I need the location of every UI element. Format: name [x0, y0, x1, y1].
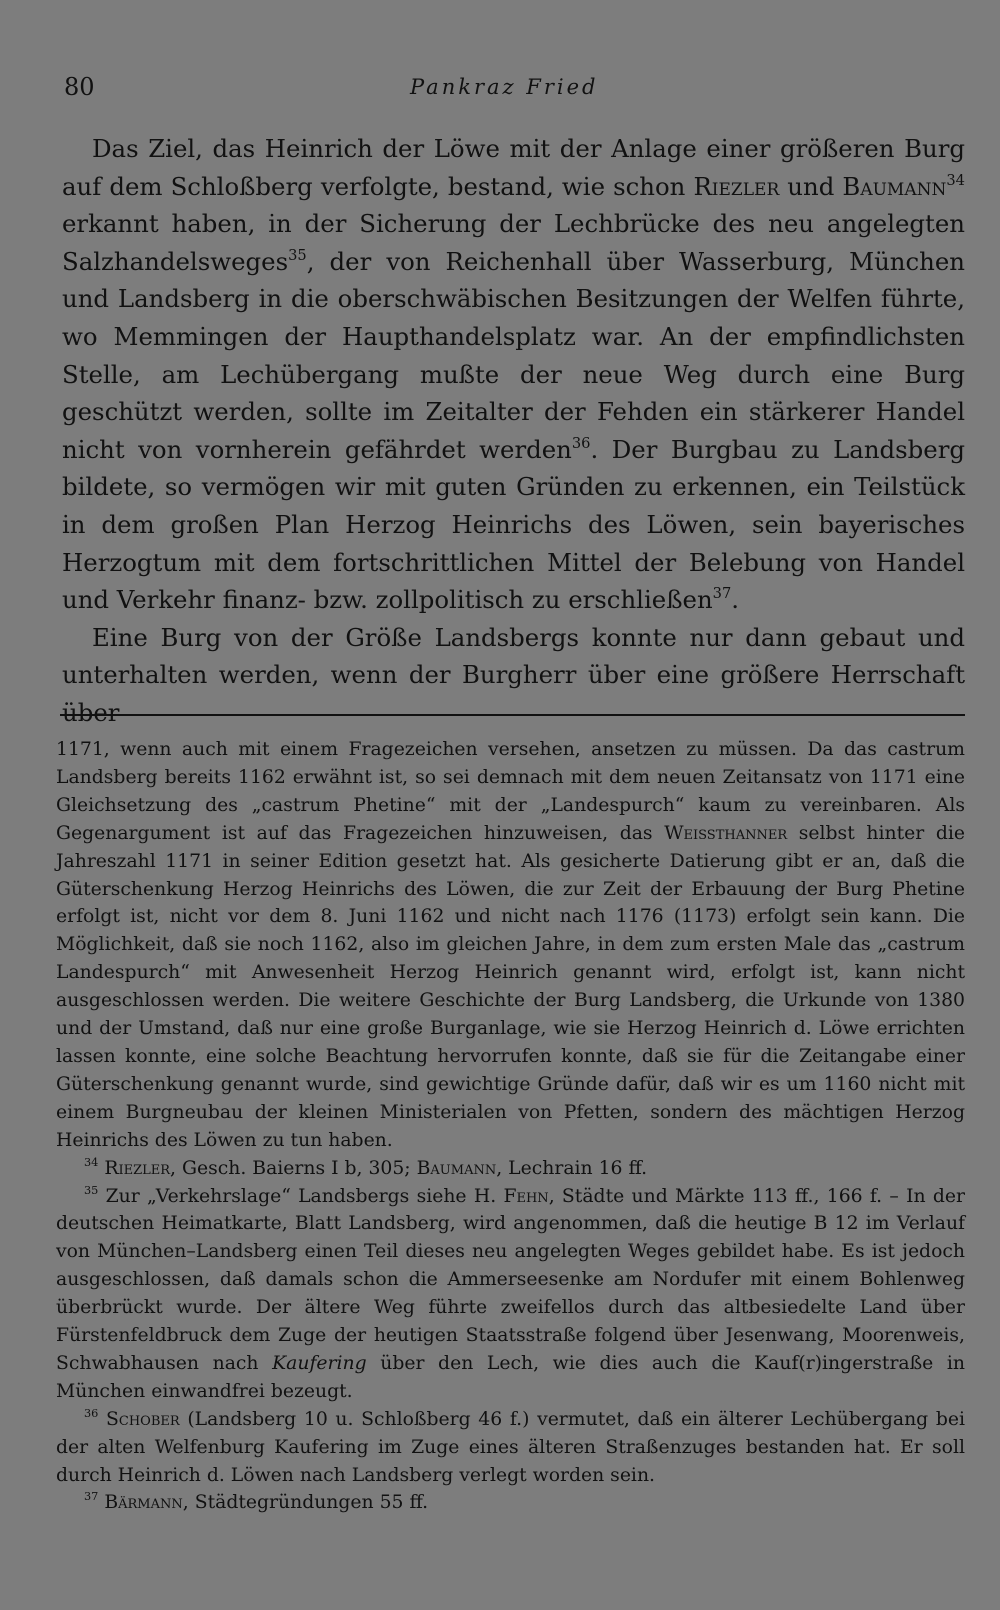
footnote-number: 37 — [84, 1490, 99, 1504]
text: selbst hinter die Jahreszahl 1171 in seiner Edition gesetzt hat. Als gesicherte Datierung gibt er an, daß die Güterschenkung Herzog Heinrichs des Löwen, die zur Zeit der Erbauung der Burg Phetine erfolgt ist, nicht vor dem 8. Juni 1162 und nicht nach 1176 (1173) erfolgt sein kann. Die Möglichkeit, daß sie noch 1162, also im gleichen Jahre, in dem zum ersten Male das „castrum Landespurch“ mit Anwesenheit Herzog Heinrich genannt wird, erfolgt ist, kann nicht ausgeschlossen werden. Die weitere Geschichte der Burg Landsberg, die Urkunde von 1380 und der Umstand, daß nur eine große Burganlage, wie sie Herzog Heinrich d. Löwe errichten lassen konnte, eine solche Beachtung hervorrufen konnte, daß sie für die Zeitangabe einer Güterschenkung genannt wurde, sind gewichtige Gründe dafür, daß wir es um 1160 nicht mit einem Burgneubau der kleinen Ministerialen von Pfetten, sondern des mächtigen Herzog Heinrichs des Löwen zu tun haben. — [56, 822, 965, 1151]
author-name: Weissthanner — [664, 822, 788, 844]
footnote-number: 36 — [84, 1406, 99, 1420]
paragraph-1 — [62, 130, 965, 619]
footnote-ref-34: 34 — [946, 171, 965, 189]
text: . — [731, 585, 740, 615]
footnote-ref-37: 37 — [712, 584, 732, 602]
author-name: Riezler — [693, 171, 780, 201]
text: über den Lech, wie dies auch die Kauf(r)ingerstraße in München einwandfrei bezeugt. — [56, 1352, 965, 1402]
place-name: Kaufering — [272, 1352, 367, 1374]
author-name: Riezler — [104, 1157, 171, 1179]
text: , der von Reichenhall über Wasserburg, München und Landsberg in die oberschwäbischen Besitzungen der Welfen führte, wo Memmingen der Haupthandelsplatz war. An der empfindlichsten Stelle, am Lechübergang mußte der neue Weg durch eine Burg geschützt werden, sollte im Zeitalter der Fehden ein stärkerer Handel nicht von vornherein gefährdet werden — [62, 246, 965, 464]
page-number: 80 — [64, 73, 95, 101]
text: , Gesch. Baierns I b, 305; — [170, 1157, 417, 1179]
footnote-34 — [56, 1155, 965, 1183]
text: . Der Burgbau zu Landsberg bildete, so vermögen wir mit guten Gründen zu erkennen, ein Teilstück in dem großen Plan Herzog Heinrichs des Löwen, sein bayerisches Herzogtum mit dem fortschrittlichen Mittel der Belebung von Handel und Verkehr finanz- bzw. zollpolitisch zu erschließen — [62, 434, 965, 615]
author-name: Baumann — [416, 1157, 497, 1179]
running-head: Pankraz Fried — [410, 75, 599, 99]
text: Das Ziel, das Heinrich der Löwe mit der Anlage einer größeren Burg auf dem Schloßberg verfolgte, bestand, wie schon — [62, 134, 965, 201]
author-name: Fehn — [503, 1185, 549, 1207]
author-name: Baumann — [842, 171, 947, 201]
author-name: Schober — [106, 1408, 180, 1430]
footnotes — [56, 736, 965, 1517]
footnote-ref-36: 36 — [571, 434, 591, 452]
text: , Städtegründungen 55 ff. — [182, 1492, 429, 1514]
paragraph-2: Eine Burg von der Größe Landsbergs konnte nur dann gebaut und unterhalten werden, wenn der Burgherr über eine größere Herrschaft über — [62, 622, 965, 727]
footnote-36 — [56, 1406, 965, 1490]
author-name: Bärmann — [104, 1492, 183, 1514]
text: und — [779, 171, 843, 201]
footnote-37 — [56, 1489, 965, 1517]
footnote-divider — [60, 714, 965, 716]
text: erkannt haben, in der Sicherung der Lechbrücke des neu angelegten Salzhandelsweges — [62, 209, 965, 276]
text: Zur „Verkehrslage“ Landsbergs siehe H. — [105, 1185, 504, 1207]
footnote-number: 35 — [84, 1183, 99, 1197]
footnote-continuation — [56, 736, 965, 1155]
text: 1171, wenn auch mit einem Fragezeichen versehen, ansetzen zu müssen. Da das castrum Landsberg bereits 1162 erwähnt ist, so sei demnach mit dem neuen Zeitansatz von 1171 eine Gleichsetzung des „castrum Phetine“ mit der „Landespurch“ kaum zu vereinbaren. Als Gegenargument ist auf das Fragezeichen hinzuweisen, das — [56, 739, 965, 844]
text: (Landsberg 10 u. Schloßberg 46 f.) vermutet, daß ein älterer Lechübergang bei der alten Welfenburg Kaufering im Zuge eines älteren Straßenzuges bestanden hat. Er soll durch Heinrich d. Löwen nach Landsberg verlegt worden sein. — [56, 1408, 965, 1486]
text: , Städte und Märkte 113 ff., 166 f. – In der deutschen Heimatkarte, Blatt Landsberg, wird angenommen, daß die heutige B 12 im Verlauf von München–Landsberg einen Teil dieses neu angelegten Weges gebildet habe. Es ist jedoch ausgeschlossen, daß damals schon die Ammerseesenke am Nordufer mit einem Bohlenweg überbrückt wurde. Der ältere Weg führte zweifellos durch das altbesiedelte Land über Fürstenfeldbruck dem Zuge der heutigen Staatsstraße folgend über Jesenwang, Moorenweis, Schwabhausen nach — [56, 1185, 965, 1374]
footnote-35 — [56, 1183, 965, 1406]
text: , Lechrain 16 ff. — [496, 1157, 648, 1179]
footnote-ref-35: 35 — [288, 246, 307, 264]
footnote-number: 34 — [84, 1155, 99, 1169]
main-text — [62, 130, 965, 732]
